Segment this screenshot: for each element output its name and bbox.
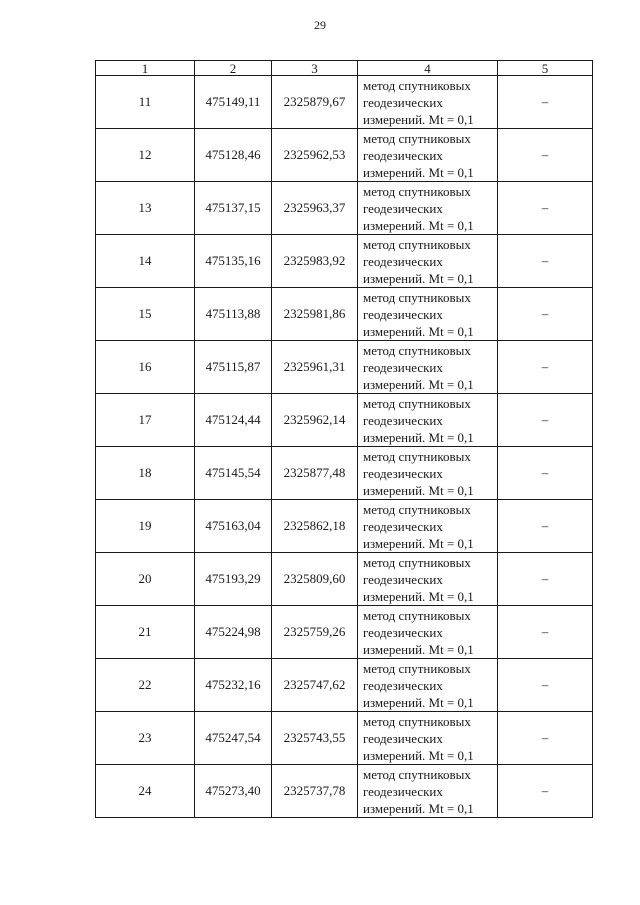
method-line: измерений. Mt = 0,1 <box>363 164 474 180</box>
method-cell <box>358 712 498 765</box>
method-cell <box>358 235 498 288</box>
point-number-cell: 13 <box>96 182 195 235</box>
point-number-cell: 17 <box>96 394 195 447</box>
point-number-cell: 19 <box>96 500 195 553</box>
note-cell: – <box>498 341 593 394</box>
method-line: метод спутниковых <box>363 766 471 782</box>
y-coordinate-cell: 2325737,78 <box>272 765 358 818</box>
y-coordinate-cell: 2325981,86 <box>272 288 358 341</box>
y-coordinate-cell: 2325963,37 <box>272 182 358 235</box>
page-number: 29 <box>314 18 326 32</box>
point-number-cell: 16 <box>96 341 195 394</box>
method-line: метод спутниковых <box>363 448 471 464</box>
point-number-cell: 14 <box>96 235 195 288</box>
method-cell <box>358 288 498 341</box>
method-cell <box>358 606 498 659</box>
method-line: измерений. Mt = 0,1 <box>363 535 474 551</box>
method-line: метод спутниковых <box>363 236 471 252</box>
table-row <box>96 394 593 447</box>
y-coordinate-cell: 2325961,31 <box>272 341 358 394</box>
method-line: измерений. Mt = 0,1 <box>363 694 474 710</box>
method-line: измерений. Mt = 0,1 <box>363 376 474 392</box>
method-cell <box>358 765 498 818</box>
coordinates-table <box>95 60 593 818</box>
method-line: метод спутниковых <box>363 554 471 570</box>
table-row <box>96 712 593 765</box>
method-line: метод спутниковых <box>363 607 471 623</box>
method-line: метод спутниковых <box>363 501 471 517</box>
method-line: метод спутниковых <box>363 713 471 729</box>
table-row <box>96 606 593 659</box>
method-cell <box>358 341 498 394</box>
note-cell: – <box>498 606 593 659</box>
method-line: геодезических <box>363 253 443 269</box>
method-line: измерений. Mt = 0,1 <box>363 800 474 816</box>
table-row <box>96 500 593 553</box>
y-coordinate-cell: 2325743,55 <box>272 712 358 765</box>
method-cell <box>358 553 498 606</box>
table-row <box>96 765 593 818</box>
y-coordinate-cell: 2325759,26 <box>272 606 358 659</box>
method-line: метод спутниковых <box>363 289 471 305</box>
table-row <box>96 659 593 712</box>
note-cell: – <box>498 553 593 606</box>
method-line: геодезических <box>363 200 443 216</box>
method-line: геодезических <box>363 306 443 322</box>
method-line: геодезических <box>363 677 443 693</box>
table-row <box>96 182 593 235</box>
note-cell: – <box>498 500 593 553</box>
y-coordinate-cell: 2325877,48 <box>272 447 358 500</box>
table-row <box>96 129 593 182</box>
point-number-cell: 24 <box>96 765 195 818</box>
method-line: геодезических <box>363 94 443 110</box>
x-coordinate-cell: 475145,54 <box>195 447 272 500</box>
method-line: метод спутниковых <box>363 660 471 676</box>
method-line: измерений. Mt = 0,1 <box>363 429 474 445</box>
method-line: геодезических <box>363 412 443 428</box>
method-line: метод спутниковых <box>363 130 471 146</box>
method-line: геодезических <box>363 571 443 587</box>
method-line: геодезических <box>363 359 443 375</box>
method-cell <box>358 76 498 129</box>
method-cell <box>358 129 498 182</box>
method-cell <box>358 659 498 712</box>
method-cell <box>358 447 498 500</box>
point-number-cell: 11 <box>96 76 195 129</box>
note-cell: – <box>498 182 593 235</box>
note-cell: – <box>498 235 593 288</box>
y-coordinate-cell: 2325747,62 <box>272 659 358 712</box>
note-cell: – <box>498 129 593 182</box>
table-row <box>96 341 593 394</box>
method-line: геодезических <box>363 624 443 640</box>
method-line: измерений. Mt = 0,1 <box>363 588 474 604</box>
x-coordinate-cell: 475115,87 <box>195 341 272 394</box>
point-number-cell: 18 <box>96 447 195 500</box>
method-line: метод спутниковых <box>363 77 471 93</box>
x-coordinate-cell: 475193,29 <box>195 553 272 606</box>
y-coordinate-cell: 2325862,18 <box>272 500 358 553</box>
x-coordinate-cell: 475149,11 <box>195 76 272 129</box>
x-coordinate-cell: 475113,88 <box>195 288 272 341</box>
header-row <box>96 61 593 76</box>
x-coordinate-cell: 475137,15 <box>195 182 272 235</box>
point-number-cell: 22 <box>96 659 195 712</box>
method-line: измерений. Mt = 0,1 <box>363 482 474 498</box>
method-line: метод спутниковых <box>363 183 471 199</box>
method-line: геодезических <box>363 465 443 481</box>
method-line: измерений. Mt = 0,1 <box>363 111 474 127</box>
point-number-cell: 15 <box>96 288 195 341</box>
table-row <box>96 553 593 606</box>
column-header-4: 4 <box>358 61 498 76</box>
point-number-cell: 12 <box>96 129 195 182</box>
note-cell: – <box>498 76 593 129</box>
method-line: измерений. Mt = 0,1 <box>363 270 474 286</box>
method-cell <box>358 182 498 235</box>
y-coordinate-cell: 2325983,92 <box>272 235 358 288</box>
method-line: геодезических <box>363 783 443 799</box>
method-line: геодезических <box>363 147 443 163</box>
y-coordinate-cell: 2325962,14 <box>272 394 358 447</box>
table-row <box>96 76 593 129</box>
method-cell <box>358 394 498 447</box>
point-number-cell: 20 <box>96 553 195 606</box>
x-coordinate-cell: 475232,16 <box>195 659 272 712</box>
method-line: геодезических <box>363 730 443 746</box>
method-line: измерений. Mt = 0,1 <box>363 323 474 339</box>
table-header <box>96 61 593 76</box>
column-header-2: 2 <box>195 61 272 76</box>
table-row <box>96 235 593 288</box>
column-header-5: 5 <box>498 61 593 76</box>
x-coordinate-cell: 475163,04 <box>195 500 272 553</box>
note-cell: – <box>498 447 593 500</box>
method-line: геодезических <box>363 518 443 534</box>
x-coordinate-cell: 475128,46 <box>195 129 272 182</box>
x-coordinate-cell: 475273,40 <box>195 765 272 818</box>
table-row <box>96 447 593 500</box>
method-line: метод спутниковых <box>363 395 471 411</box>
table-body <box>96 76 593 818</box>
note-cell: – <box>498 765 593 818</box>
note-cell: – <box>498 394 593 447</box>
point-number-cell: 23 <box>96 712 195 765</box>
method-line: метод спутниковых <box>363 342 471 358</box>
method-line: измерений. Mt = 0,1 <box>363 641 474 657</box>
x-coordinate-cell: 475247,54 <box>195 712 272 765</box>
method-line: измерений. Mt = 0,1 <box>363 217 474 233</box>
note-cell: – <box>498 288 593 341</box>
note-cell: – <box>498 659 593 712</box>
table-row <box>96 288 593 341</box>
x-coordinate-cell: 475124,44 <box>195 394 272 447</box>
method-cell <box>358 500 498 553</box>
method-line: измерений. Mt = 0,1 <box>363 747 474 763</box>
y-coordinate-cell: 2325879,67 <box>272 76 358 129</box>
x-coordinate-cell: 475135,16 <box>195 235 272 288</box>
y-coordinate-cell: 2325962,53 <box>272 129 358 182</box>
point-number-cell: 21 <box>96 606 195 659</box>
y-coordinate-cell: 2325809,60 <box>272 553 358 606</box>
x-coordinate-cell: 475224,98 <box>195 606 272 659</box>
column-header-3: 3 <box>272 61 358 76</box>
column-header-1: 1 <box>96 61 195 76</box>
note-cell: – <box>498 712 593 765</box>
